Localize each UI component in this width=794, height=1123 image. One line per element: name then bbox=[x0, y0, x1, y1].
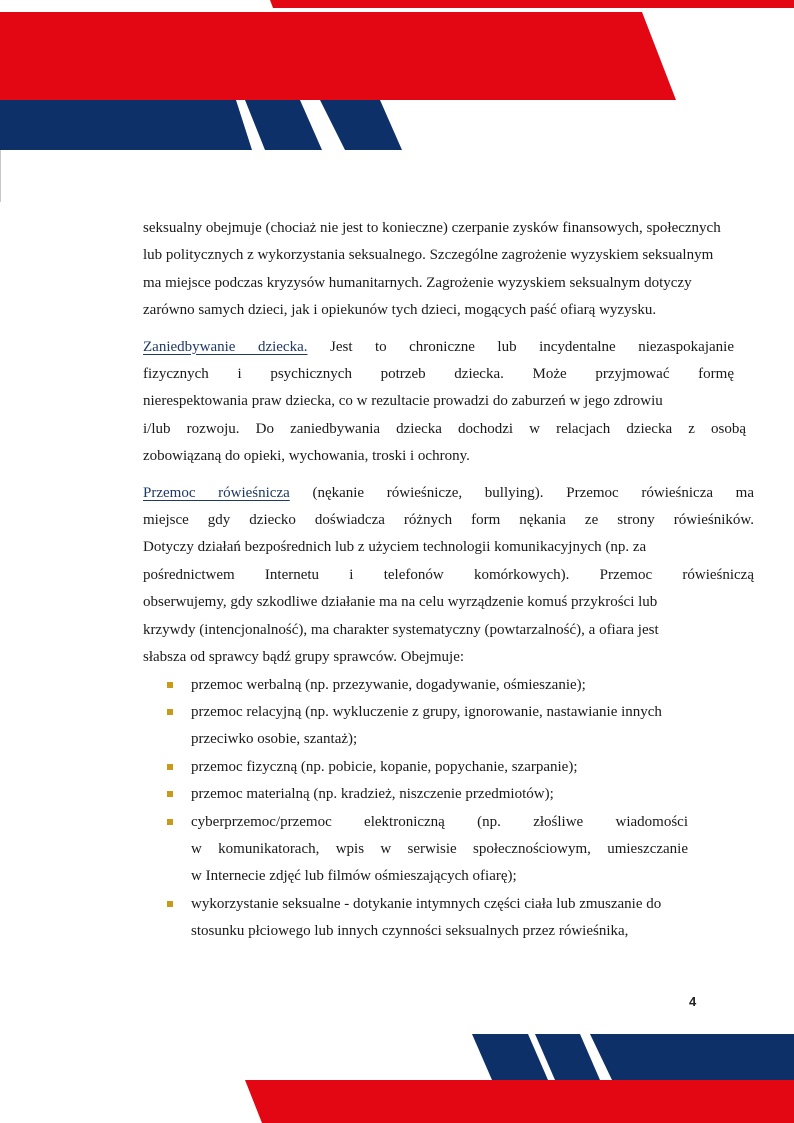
peer-line-1: (nękanie rówieśnicze, bullying). Przemoc rówieśnicza ma bbox=[312, 484, 754, 501]
peer-line-6: krzywdy (intencjonalność), ma charakter systematyczny (powtarzalność), a ofiara jest bbox=[143, 621, 659, 638]
header-left-rule bbox=[0, 150, 1, 202]
list-item: przemoc werbalną (np. przezywanie, dogadywanie, ośmieszanie); bbox=[143, 672, 734, 699]
neglect-line-1: Jest to chroniczne lub incydentalne niezaspokajanie bbox=[330, 338, 734, 355]
page-number: 4 bbox=[689, 994, 697, 1009]
violence-forms-list bbox=[143, 672, 734, 946]
peer-line-2: miejsce gdy dziecko doświadcza różnych form nękania ze strony rówieśników. bbox=[143, 512, 754, 529]
neglect-line-3: nierespektowania praw dziecka, co w rezultacie prowadzi do zaburzeń w jego zdrowiu bbox=[143, 393, 663, 410]
header-navy-stripe-2 bbox=[320, 100, 402, 150]
list-item: przemoc fizyczną (np. pobicie, kopanie, popychanie, szarpanie); bbox=[143, 754, 734, 781]
header-red-band bbox=[0, 12, 676, 100]
square-bullet-icon bbox=[167, 709, 173, 715]
square-bullet-icon bbox=[167, 791, 173, 797]
footer-red-band bbox=[245, 1080, 794, 1123]
term-peer-violence[interactable]: Przemoc rówieśnicza bbox=[143, 484, 290, 501]
square-bullet-icon bbox=[167, 682, 173, 688]
paragraph-sexual-exploitation: seksualny obejmuje (chociaż nie jest to konieczne) czerpanie zysków finansowych, społecznych lub politycznych z wykorzystania seksualnego. Szczególne zagrożenie wyzyskiem seksualnym ma miejsce podczas kryzysów humanitarnych. Zagrożenie wyzyskiem seksualnym dotyczy zarówno samych dzieci, jak i opiekunów tych dzieci, mogących paść ofiarą wyzysku. bbox=[143, 220, 721, 319]
neglect-line-4: i/lub rozwoju. Do zaniedbywania dziecka dochodzi w relacjach dziecka z osobą bbox=[143, 420, 746, 437]
header-red-stripe-thin bbox=[270, 0, 794, 8]
peer-line-4: pośrednictwem Internetu i telefonów komórkowych). Przemoc rówieśniczą bbox=[143, 566, 754, 583]
footer-navy-band bbox=[590, 1034, 794, 1080]
square-bullet-icon bbox=[167, 819, 173, 825]
term-neglect[interactable]: Zaniedbywanie dziecka. bbox=[143, 338, 308, 355]
peer-line-3: Dotyczy działań bezpośrednich lub z użyciem technologii komunikacyjnych (np. za bbox=[143, 539, 647, 556]
peer-line-7: słabsza od sprawcy bądź grupy sprawców. Obejmuje: bbox=[143, 649, 465, 666]
list-item: przemoc relacyjną (np. wykluczenie z grupy, ignorowanie, nastawianie innych przeciwko osobie, szantaż); bbox=[143, 699, 734, 754]
square-bullet-icon bbox=[167, 901, 173, 907]
footer-navy-stripe-1 bbox=[472, 1034, 548, 1080]
list-item: przemoc materialną (np. kradzież, niszczenie przedmiotów); bbox=[143, 781, 734, 808]
square-bullet-icon bbox=[167, 764, 173, 770]
header-navy-band bbox=[0, 100, 252, 150]
paragraph-peer-violence bbox=[143, 480, 754, 672]
header-banner bbox=[0, 0, 794, 205]
list-item: wykorzystanie seksualne - dotykanie intymnych części ciała lub zmuszanie do stosunku płciowego lub innych czynności seksualnych przez rówieśnika, bbox=[143, 891, 734, 946]
peer-line-5: obserwujemy, gdy szkodliwe działanie ma na celu wyrządzenie komuś przykrości lub bbox=[143, 594, 658, 611]
page-body bbox=[143, 215, 754, 946]
list-item: cyberprzemoc/przemoc elektroniczną (np. złośliwe wiadomości w komunikatorach, wpis w serwisie społecznościowym, umieszczanie w Internecie zdjęć lub filmów ośmieszających ofiarę); bbox=[143, 809, 734, 891]
footer-banner bbox=[0, 1034, 794, 1123]
neglect-line-2: fizycznych i psychicznych potrzeb dziecka. Może przyjmować formę bbox=[143, 366, 734, 383]
header-navy-stripe-1 bbox=[245, 100, 322, 150]
paragraph-neglect bbox=[143, 334, 746, 471]
neglect-line-5: zobowiązaną do opieki, wychowania, troski i ochrony. bbox=[143, 448, 470, 465]
